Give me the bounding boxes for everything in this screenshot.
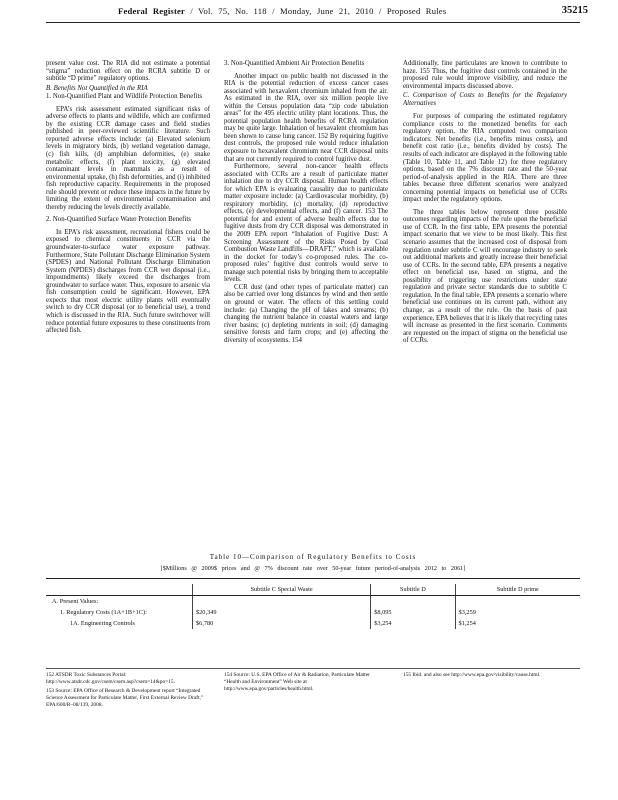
table-subcaption: [$Millions @ 2009$ prices and @ 7% discount rate over 50-year future period-of-analysis 2012 to 2061] — [160, 565, 466, 572]
table-cell: $3,254 — [371, 618, 455, 629]
footnotes-column-3 — [403, 672, 563, 681]
row-label: 1. Regulatory Costs (1A+1B+1C): — [60, 609, 147, 616]
paragraph: present value cost. The RIA did not estimate a potential “stigma” reduction effect on the RCRA subtitle D or subtitle “D prime” regulatory options. — [46, 60, 210, 83]
footnote: 155 Ibid. and also see http://www.epa.gov/visibility/cause.html. — [403, 672, 541, 678]
table-cell: $8,095 — [371, 607, 455, 618]
header-publication-line — [118, 6, 446, 16]
text-column-1 — [46, 60, 210, 548]
table-cell: $3,259 — [455, 607, 580, 618]
footnote-separator — [46, 668, 580, 669]
publication-name: Federal Register — [118, 6, 186, 16]
column-header: Subtitle D prime — [455, 584, 580, 596]
row-label: 1A. Engineering Controls — [70, 620, 135, 627]
section-heading: B. Benefits Not Quantified in the RIA — [46, 84, 148, 92]
text-column-2 — [224, 60, 388, 548]
footnotes-column-2 — [224, 672, 384, 695]
subsection-heading: 2. Non-Quantified Surface Water Protection Benefits — [46, 216, 191, 224]
column-header: Subtitle D — [371, 584, 455, 596]
table-row — [46, 596, 580, 608]
table-top-rule — [46, 578, 580, 579]
table-cell: $1,254 — [455, 618, 580, 629]
paragraph: For purposes of comparing the estimated regulatory compliance costs to the monetized benefits for each regulatory option, the RIA computed two comparison indicators: Net benefits (i.e., benefits minus costs), and benefit cost ratio (i.e., benefits divided by costs). The results of each indicator are displayed in the following table (Table 10, Table 11, and Table 12) for three regulatory options, based on the 7% discount rate and the 50-year period-of-analysis applied in the RIA. There are three tables because three different scenarios were analyzed concerning potential impacts on beneficial use of CCRs impact under the regulatory options. — [403, 113, 567, 204]
table-header-row — [46, 584, 580, 596]
issue-details: / Vol. 75, No. 118 / Monday, June 21, 2010 / Proposed Rules — [190, 6, 447, 16]
paragraph: CCR dust (and other types of particulate matter) can also be carried over long distances by wind and then settle on ground or water. The effects of this settling could include: (a) Changing the pH of lakes and streams; (b) changing the nutrient balance in coastal waters and large river basins; (c) depleting nutrients in soil; (d) damaging sensitive forests and farm crops; and (e) affecting the diversity of ecosystems. 154 — [224, 283, 388, 344]
section-heading: C. Comparison of Costs to Benefits for the Regulatory Alternatives — [403, 92, 567, 107]
paragraph: Another impact on public health not discussed in the RIA is the potential reduction of excess cancer cases associated with hexavalent chromium inhaled from the air. As estimated in the RIA, over six million people live within the Census population data “zip code tabulation areas” for the 495 electric utility plant locations. Thus, the potential population health benefits of RCRA regulation may be quite large. Inhalation of hexavalent chromium has been shown to cause lung cancer. 152 By requiring fugitive dust controls, the proposed rule would reduce inhalation exposure to hexavalent chromium near CCR disposal units that are not currently required to control fugitive dust. — [224, 72, 388, 163]
page-number: 35215 — [561, 5, 588, 16]
paragraph: EPA’s risk assessment estimated significant risks of adverse effects to plants and wildlife, which are confirmed by the existing CCR damage cases and field studies published in peer-reviewed scientific literature. Such reported adverse effects include: (a) Elevated selenium levels in migratory birds, (b) wetland vegetation damage, (c) fish kills, (d) amphibian deformities, (e) snake metabolic effects, (f) plant toxicity, (g) elevated contaminant levels in mammals as a result of environmental uptake, (h) fish deformities, and (i) inhibited fish reproductive capacity. Requirements in the proposed rule should prevent or reduce these impacts in the future by limiting the extent of environmental contamination and thereby reducing the levels directly available. — [46, 105, 210, 211]
table-row — [46, 618, 580, 629]
paragraph: In EPA’s risk assessment, recreational fishers could be exposed to chemical constituents in CCR via the groundwater-to-surface water exposure pathway. Furthermore, State Pollutant Discharge Elimination System (SPDES) and National Pollutant Discharge Elimination System (NPDES) discharges from CCR wet disposal (i.e., impoundments) likely exceed the discharges from groundwater to surface water. Thus, exposure to arsenic via fish consumption could be significant. However, EPA expects that most electric utility plants will eventually switch to dry CCR disposal (or to beneficial use), a trend which is discussed in the RIA. Such future switchover will reduce potential future exposures to these constituents from affected fish. — [46, 228, 210, 335]
table-stub-header — [46, 584, 193, 596]
table-cell — [455, 596, 580, 608]
paragraph: Furthermore, several non-cancer health effects associated with CCRs are a result of particulate matter inhalation due to dry CCR disposal. Human health effects for which EPA is evaluating causality due to particulate matter exposure include: (a) Cardiovascular morbidity, (b) respiratory morbidity, (c) mortality, (d) reproductive effects, (e) developmental effects, and (f) cancer. 153 The potential for and extent of adverse health effects due to fugitive dusts from dry CCR disposal was demonstrated in the 2009 EPA report “Inhalation of Fugitive Dust: A Screening Assessment of the Risks Posed by Coal Combustion Waste Landfills—DRAFT,” which is available in the docket for today’s co-proposed rules. The co-proposed rules’ fugitive dust controls would serve to manage such potential risks by bringing them to acceptable levels. — [224, 163, 388, 284]
header-rule — [46, 22, 580, 23]
footnote: 154 Source: U.S. EPA Office of Air & Radiation, Particulate Matter “Health and Environment” Web site at http://www.epa.gov/particles/health.html. — [224, 672, 370, 692]
subsection-heading: 1. Non-Quantified Plant and Wildlife Protection Benefits — [46, 93, 203, 101]
table-cell: $20,349 — [193, 607, 371, 618]
subsection-heading: 3. Non-Quantified Ambient Air Protection Benefits — [224, 60, 365, 67]
text-column-3 — [403, 60, 567, 548]
table-cell — [193, 596, 371, 608]
footnote: 153 Source: EPA Office of Research & Development report “Integrated Science Assessment for Particulate Matter, First External Review Draft,” EPA/600/R–08/139, 2008. — [46, 688, 204, 708]
column-header: Subtitle C Special Waste — [193, 584, 371, 596]
paragraph: Additionally, fine particulates are known to contribute to haze. 155 Thus, the fugitive dust controls contained in the proposed rule would improve visibility, and reduce the environmental impacts discussed above. — [403, 60, 567, 90]
table-row — [46, 607, 580, 618]
table-cell — [371, 596, 455, 608]
running-header — [0, 6, 618, 20]
comparison-table — [46, 584, 580, 629]
paragraph: The three tables below represent three possible outcomes regarding impacts of the rule upon the beneficial use of CCR. In the first table, EPA presents the potential impact scenario that we view to be most likely. This first scenario assumes that the increased cost of disposal from regulation under subtitle C will encourage industry to seek out additional markets and greatly increase their beneficial use of CCRs. In the second table, EPA presents a negative effect on beneficial use, based on stigma, and the possibility of triggering use restrictions under state regulation and private sector standards due to subtitle C regulation. In the final table, EPA presents a scenario where beneficial use continues on its current path, without any change, as a result of the rule. On the basis of past experience, EPA believes that it is likely that recycling rates will increase as presented in the first scenario. Comments are requested on the impact of stigma on the beneficial use of CCRs. — [403, 208, 567, 345]
row-label: A. Present Values: — [52, 598, 99, 605]
table-caption: Table 10—Comparison of Regulatory Benefits to Costs — [209, 553, 417, 561]
table-cell: $6,780 — [193, 618, 371, 629]
footnote: 152 ATSDR Toxic Substances Portal: http://www.atsdr.cdc.gov/csem/csem.asp?csem=14&po=15. — [46, 672, 175, 685]
footnotes-column-1 — [46, 672, 206, 711]
